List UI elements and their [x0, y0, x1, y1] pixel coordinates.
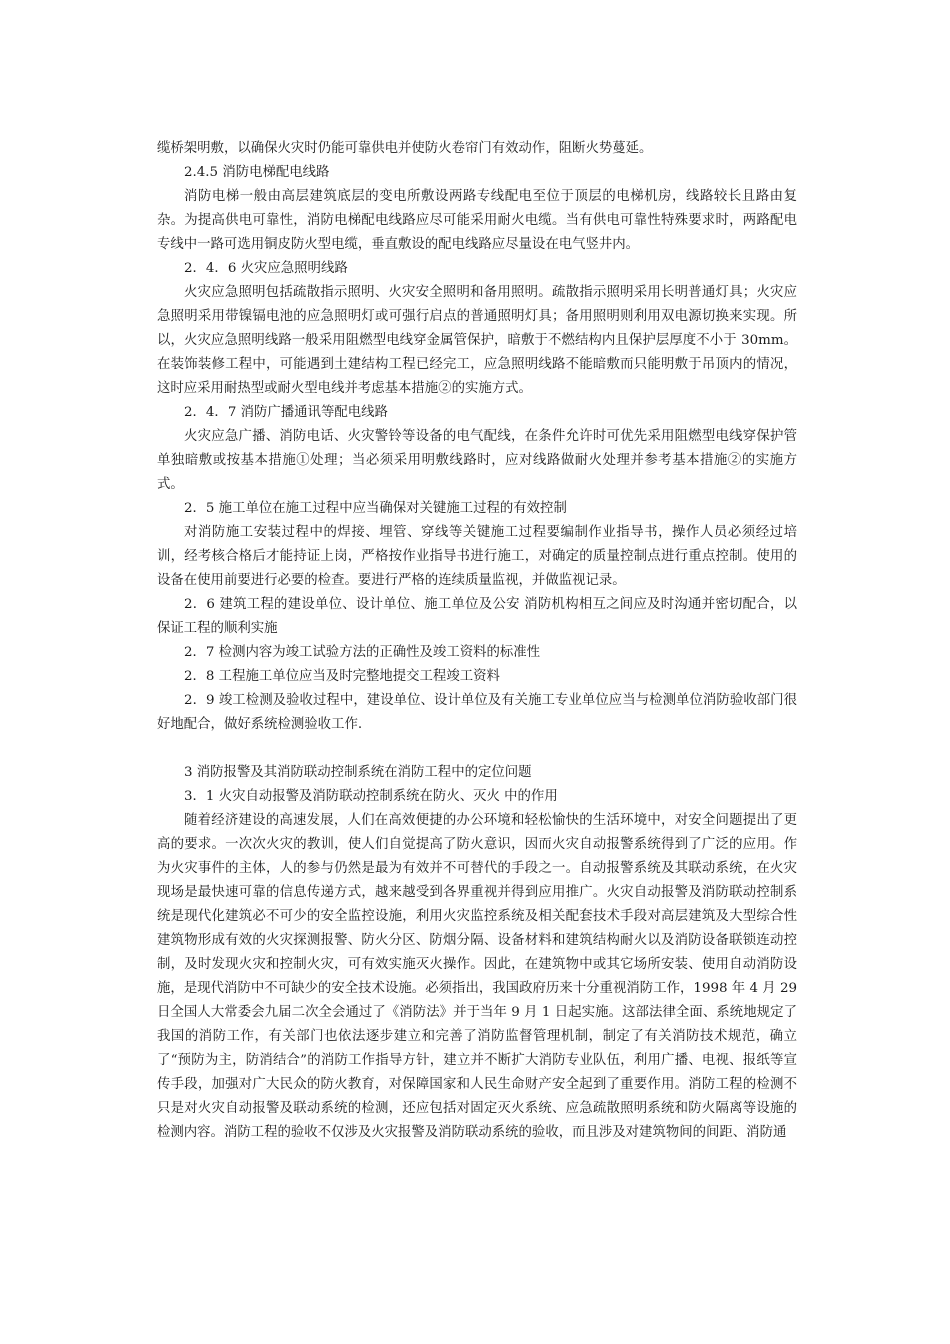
paragraph: 缆桥架明敷，以确保火灾时仍能可靠供电并使防火卷帘门有效动作，阻断火势蔓延。	[157, 141, 653, 156]
section-heading: 2．6 建筑工程的建设单位、设计单位、施工单位及公安 消防机构相互之间应及时沟通并密切配合，以保证工程的顺利实施	[157, 597, 797, 636]
paragraph: 消防电梯一般由高层建筑底层的变电所敷设两路专线配电至位于顶层的电梯机房，线路较长且路由复杂。为提高供电可靠性，消防电梯配电线路应尽可能采用耐火电缆。当有供电可靠性特殊要求时，两路配电专线中一路可选用铜皮防火型电缆，垂直敷设的配电线路应尽量设在电气竖井内。	[157, 189, 797, 252]
blank-line	[157, 737, 797, 761]
paragraph: 火灾应急照明包括疏散指示照明、火灾安全照明和备用照明。疏散指示照明采用长明普通灯具；火灾应急照明采用带镍镉电池的应急照明灯或可强行启点的普通照明灯具；备用照明则利用双电源切换来实现。所以，火灾应急照明线路一般采用阻燃型电线穿金属管保护，暗敷于不燃结构内且保护层厚度不小于 30mm。在装饰装修工程中，可能遇到土建结构工程已经完工，应急照明线路不能暗敷而只能明敷于吊顶内的情况，这时应采用耐热型或耐火型电线并考虑基本措施②的实施方式。	[157, 285, 797, 396]
section-heading: 2.4.5 消防电梯配电线路	[184, 165, 330, 180]
document-body	[157, 137, 797, 1145]
section-heading: 2．9 竣工检测及验收过程中，建设单位、设计单位及有关施工专业单位应当与检测单位消防验收部门很好地配合，做好系统检测验收工作.	[157, 693, 797, 732]
section-heading: 2．5 施工单位在施工过程中应当确保对关键施工过程的有效控制	[184, 501, 567, 516]
paragraph: 随着经济建设的高速发展，人们在高效便捷的办公环境和轻松愉快的生活环境中，对安全问题提出了更高的要求。一次次火灾的教训，使人们自觉提高了防火意识，因而火灾自动报警系统得到了广泛的应用。作为火灾事件的主体，人的参与仍然是最为有效并不可替代的手段之一。自动报警系统及其联动系统，在火灾现场是最快速可靠的信息传递方式，越来越受到各界重视并得到应用推广。火灾自动报警及消防联动控制系统是现代化建筑必不可少的安全监控设施，利用火灾监控系统及相关配套技术手段对高层建筑及大型综合性建筑物形成有效的火灾探测报警、防火分区、防烟分隔、设备材料和建筑结构耐火以及消防设备联锁连动控制，及时发现火灾和控制火灾，可有效实施灭火操作。因此，在建筑物中或其它场所安装、使用自动消防设施，是现代消防中不可缺少的安全技术设施。必须指出，我国政府历来十分重视消防工作，1998 年 4 月 29 日全国人大常委会九届二次全会通过了《消防法》并于当年 9 月 1 日起实施。这部法律全面、系统地规定了我国的消防工作，有关部门也依法逐步建立和完善了消防监督管理机制，制定了有关消防技术规范，确立了“预防为主，防消结合”的消防工作指导方针，建立并不断扩大消防专业队伍，利用广播、电视、报纸等宣传手段，加强对广大民众的防火教育，对保障国家和人民生命财产安全起到了重要作用。消防工程的检测不只是对火灾自动报警及联动系统的检测，还应包括对固定灭火系统、应急疏散照明系统和防火隔离等设施的检测内容。消防工程的验收不仅涉及火灾报警及消防联动系统的验收，而且涉及对建筑物间的间距、消防通	[157, 813, 797, 1140]
section-heading: 2．4．6 火灾应急照明线路	[184, 261, 348, 276]
section-heading: 2．4．7 消防广播通讯等配电线路	[184, 405, 388, 420]
section-heading: 2．8 工程施工单位应当及时完整地提交工程竣工资料	[184, 669, 500, 684]
paragraph: 火灾应急广播、消防电话、火灾警铃等设备的电气配线，在条件允许时可优先采用阻燃型电线穿保护管单独暗敷或按基本措施①处理；当必须采用明敷线路时，应对线路做耐火处理并参考基本措施②的实施方式。	[157, 429, 797, 492]
paragraph: 对消防施工安装过程中的焊接、埋管、穿线等关键施工过程要编制作业指导书，操作人员必须经过培训，经考核合格后才能持证上岗，严格按作业指导书进行施工，对确定的质量控制点进行重点控制。使用的设备在使用前要进行必要的检查。要进行严格的连续质量监视，并做监视记录。	[157, 525, 797, 588]
section-heading: 2．7 检测内容为竣工试验方法的正确性及竣工资料的标准性	[184, 645, 541, 660]
chapter-heading: 3 消防报警及其消防联动控制系统在消防工程中的定位问题	[184, 765, 532, 780]
section-heading: 3．1 火灾自动报警及消防联动控制系统在防火、灭火 中的作用	[184, 789, 558, 804]
